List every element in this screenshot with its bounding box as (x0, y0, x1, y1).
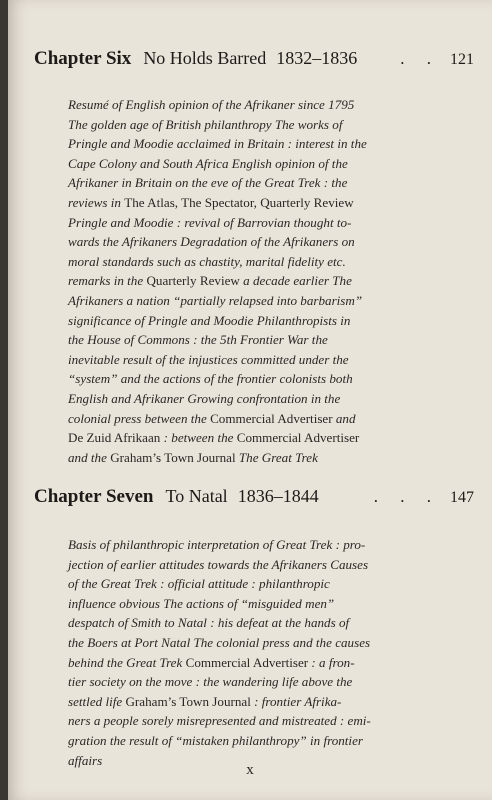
summary-text: The Great Trek (235, 449, 318, 465)
summary-line (68, 252, 468, 272)
summary-text: : a fron- (308, 654, 355, 670)
dot-leader: . . (400, 49, 440, 68)
publication-title: Graham’s Town Journal (110, 449, 236, 465)
summary-text: remarks in the (68, 273, 147, 289)
dot-leader: . . . (373, 487, 440, 506)
summary-text: and (332, 410, 356, 426)
summary-line (68, 409, 468, 429)
summary-line (68, 448, 468, 468)
chapter-title: To Natal (165, 486, 228, 506)
summary-line (68, 134, 468, 154)
summary-line (68, 350, 468, 370)
summary-text: “system” and the actions of the frontier colonists both (68, 371, 353, 387)
summary-line (68, 389, 468, 409)
publication-title: De Zuid Afrikaan (68, 430, 161, 446)
summary-line (68, 95, 468, 115)
summary-line (68, 311, 468, 331)
summary-line (68, 271, 468, 291)
summary-text: influence obvious The actions of “misguided men” (68, 595, 335, 611)
summary-text: gration the result of “mistaken philanthropy” in frontier (68, 732, 363, 748)
summary-text: Basis of philanthropic interpretation of Great Trek : pro- (68, 537, 366, 552)
chapter-six-heading (34, 48, 474, 70)
summary-text: significance of Pringle and Moodie Philanthropists in (68, 312, 351, 328)
summary-line (68, 653, 468, 673)
summary-text: jection of earlier attitudes towards the Afrikaners Causes (68, 556, 369, 572)
summary-line (68, 731, 468, 751)
chapter-dates: 1836–1844 (237, 486, 319, 506)
chapter-label: Chapter Six (34, 48, 132, 69)
summary-line (68, 154, 468, 174)
summary-text: Afrikaner in Britain on the eve of the Great Trek : the (68, 175, 348, 191)
summary-text: settled life (68, 693, 126, 709)
summary-line (68, 232, 468, 252)
chapter-page-number: 121 (450, 51, 474, 68)
publication-title: The Atlas, The Spectator, Quarterly Review (124, 194, 354, 210)
summary-text: Pringle and Moodie acclaimed in Britain : interest in the (68, 136, 367, 152)
summary-text: of the Great Trek : official attitude : philanthropic (68, 576, 330, 592)
summary-line (68, 291, 468, 311)
chapter-seven-heading (34, 486, 474, 508)
summary-text: the House of Commons : the 5th Frontier War the (68, 332, 328, 348)
summary-line (68, 213, 468, 233)
summary-text: affairs (68, 752, 103, 768)
summary-line (68, 672, 468, 692)
summary-line (68, 193, 468, 213)
summary-text: colonial press between the (68, 410, 211, 426)
publication-title: Commercial Advertiser (236, 430, 360, 446)
publication-title: Quarterly Review (146, 273, 240, 289)
summary-text: despatch of Smith to Natal : his defeat at the hands of (68, 615, 350, 631)
chapter-dates: 1832–1836 (276, 48, 358, 68)
summary-line (68, 692, 468, 712)
summary-text: behind the Great Trek (68, 654, 186, 670)
summary-text: English and Afrikaner Growing confrontation in the (68, 390, 341, 406)
summary-text: Afrikaners a nation “partially relapsed into barbarism” (68, 292, 363, 308)
chapter-label: Chapter Seven (34, 486, 154, 507)
summary-text: wards the Afrikaners Degradation of the Afrikaners on (68, 234, 355, 250)
summary-line (68, 711, 468, 731)
summary-line (68, 369, 468, 389)
summary-text: moral standards such as chastity, marital fidelity etc. (68, 253, 346, 269)
summary-line (68, 173, 468, 193)
summary-text: Resumé of English opinion of the Afrikaner since 1795 (68, 97, 355, 112)
summary-line (68, 330, 468, 350)
summary-text: : frontier Afrika- (250, 693, 342, 709)
summary-line (68, 555, 468, 575)
summary-line (68, 613, 468, 633)
book-page (8, 0, 492, 800)
summary-line (68, 115, 468, 135)
summary-text: Pringle and Moodie : revival of Barrovian thought to- (68, 214, 352, 230)
summary-text: and the (68, 449, 111, 465)
summary-text: the Boers at Port Natal The colonial press and the causes (68, 634, 371, 650)
page-folio: x (246, 762, 254, 778)
summary-text: : between the (160, 430, 237, 446)
summary-text: ners a people sorely misrepresented and mistreated : emi- (68, 713, 371, 729)
chapter-page-number: 147 (450, 489, 474, 506)
publication-title: Graham’s Town Journal (125, 693, 251, 709)
summary-text: reviews in (68, 194, 125, 210)
summary-text: Cape Colony and South Africa English opinion of the (68, 155, 348, 171)
summary-text: tier society on the move : the wandering life above the (68, 674, 353, 690)
summary-line (68, 428, 468, 448)
summary-line (68, 633, 468, 653)
summary-text: inevitable result of the injustices committed under the (68, 351, 349, 367)
summary-line (68, 535, 468, 555)
chapter-seven-summary (68, 535, 468, 770)
summary-text: a decade earlier The (239, 273, 352, 289)
summary-line (68, 574, 468, 594)
summary-line (68, 594, 468, 614)
publication-title: Commercial Advertiser (210, 410, 333, 426)
chapter-six-summary (68, 95, 468, 467)
summary-text: The golden age of British philanthropy The works of (68, 116, 343, 132)
chapter-title: No Holds Barred (143, 48, 267, 68)
publication-title: Commercial Advertiser (185, 654, 309, 670)
